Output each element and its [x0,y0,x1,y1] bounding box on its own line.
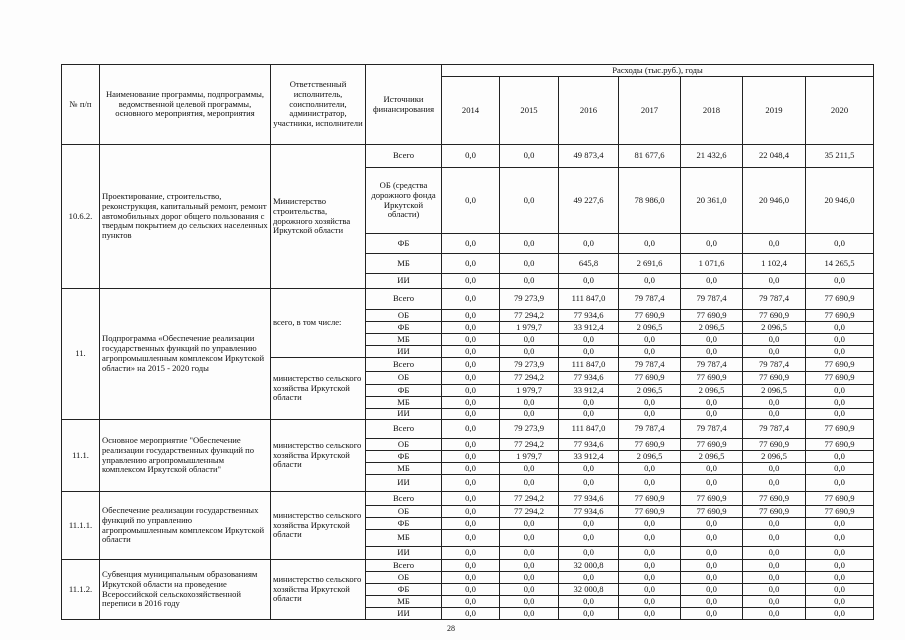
value-cell: 77 690,9 [806,492,874,506]
value-cell: 1 071,6 [681,254,743,274]
value-cell: 0,0 [681,530,743,547]
source-cell: МБ [366,530,442,547]
value-cell: 0,0 [500,547,559,560]
value-cell: 0,0 [559,463,619,475]
value-cell: 0,0 [743,560,806,572]
value-cell: 0,0 [681,397,743,409]
value-cell: 77 690,9 [681,492,743,506]
row-code: 11.1.1. [62,492,100,560]
value-cell: 2 096,5 [619,451,681,463]
value-cell: 77 690,9 [806,506,874,518]
source-cell: ИИ [366,475,442,492]
value-cell: 0,0 [619,346,681,358]
value-cell: 0,0 [743,530,806,547]
value-cell: 0,0 [442,397,500,409]
table-row [62,420,874,439]
value-cell: 0,0 [806,530,874,547]
value-cell: 77 690,9 [619,372,681,385]
value-cell: 35 211,5 [806,145,874,168]
value-cell: 79 787,4 [619,289,681,310]
value-cell: 0,0 [442,254,500,274]
value-cell: 0,0 [806,596,874,608]
value-cell: 77 934,6 [559,372,619,385]
value-cell: 79 787,4 [681,420,743,439]
value-cell: 0,0 [442,274,500,289]
source-cell: Всего [366,145,442,168]
source-cell: Всего [366,358,442,372]
value-cell: 77 294,2 [500,492,559,506]
value-cell: 33 912,4 [559,385,619,397]
value-cell: 0,0 [681,584,743,596]
value-cell: 77 690,9 [619,310,681,322]
value-cell: 0,0 [500,397,559,409]
value-cell: 79 787,4 [619,420,681,439]
header-year: 2016 [559,77,619,145]
value-cell: 0,0 [743,518,806,530]
value-cell: 0,0 [500,409,559,420]
value-cell: 0,0 [559,475,619,492]
value-cell: 111 847,0 [559,358,619,372]
value-cell: 1 979,7 [500,322,559,334]
value-cell: 77 934,6 [559,310,619,322]
value-cell: 0,0 [442,439,500,451]
value-cell: 0,0 [619,584,681,596]
row-code: 11.1.2. [62,560,100,620]
value-cell: 0,0 [442,475,500,492]
value-cell: 0,0 [442,420,500,439]
value-cell: 20 946,0 [806,168,874,234]
header-name: Наименование программы, подпрограммы, ведомственной целевой программы, основного мероприятия, мероприятия [100,65,271,145]
value-cell: 77 690,9 [806,310,874,322]
value-cell: 79 787,4 [681,289,743,310]
value-cell: 0,0 [806,547,874,560]
value-cell: 0,0 [681,547,743,560]
value-cell: 0,0 [681,560,743,572]
value-cell: 77 294,2 [500,372,559,385]
source-cell: ФБ [366,451,442,463]
value-cell: 77 690,9 [806,372,874,385]
header-year: 2018 [681,77,743,145]
value-cell: 77 690,9 [619,506,681,518]
value-cell: 0,0 [500,530,559,547]
value-cell: 0,0 [681,608,743,620]
value-cell: 0,0 [681,596,743,608]
value-cell: 0,0 [806,322,874,334]
value-cell: 33 912,4 [559,322,619,334]
source-cell: МБ [366,254,442,274]
source-cell: Всего [366,560,442,572]
value-cell: 0,0 [442,358,500,372]
value-cell: 0,0 [500,234,559,254]
value-cell: 0,0 [442,409,500,420]
value-cell: 2 691,6 [619,254,681,274]
value-cell: 0,0 [806,584,874,596]
financing-table [61,64,874,620]
header-year: 2017 [619,77,681,145]
value-cell: 0,0 [681,234,743,254]
value-cell: 0,0 [500,334,559,346]
value-cell: 1 979,7 [500,451,559,463]
value-cell: 22 048,4 [743,145,806,168]
header-year: 2019 [743,77,806,145]
value-cell: 0,0 [743,584,806,596]
value-cell: 0,0 [743,409,806,420]
source-cell: МБ [366,463,442,475]
value-cell: 0,0 [500,463,559,475]
source-cell: МБ [366,397,442,409]
value-cell: 0,0 [806,274,874,289]
value-cell: 0,0 [806,234,874,254]
value-cell: 0,0 [806,463,874,475]
value-cell: 0,0 [442,608,500,620]
source-cell: ФБ [366,322,442,334]
executor-cell: Министерство строительства, дорожного хозяйства Иркутской области [271,145,366,289]
source-cell: ОБ [366,439,442,451]
program-name: Субвенция муниципальным образованиям Иркутской области на проведение Всероссийской сельскохозяйственной переписи в 2016 году [100,560,271,620]
value-cell: 0,0 [442,346,500,358]
value-cell: 0,0 [442,547,500,560]
value-cell: 0,0 [500,560,559,572]
header-year: 2015 [500,77,559,145]
value-cell: 77 690,9 [681,506,743,518]
value-cell: 0,0 [806,560,874,572]
value-cell: 79 787,4 [681,358,743,372]
table-row [62,560,874,572]
value-cell: 0,0 [442,322,500,334]
value-cell: 2 096,5 [681,451,743,463]
value-cell: 77 690,9 [681,372,743,385]
value-cell: 0,0 [442,463,500,475]
header-executor: Ответственный исполнитель, соисполнители, администратор, участники, исполнители [271,65,366,145]
value-cell: 77 690,9 [806,420,874,439]
value-cell: 49 873,4 [559,145,619,168]
source-cell: ФБ [366,584,442,596]
value-cell: 0,0 [442,492,500,506]
value-cell: 77 934,6 [559,492,619,506]
value-cell: 0,0 [500,608,559,620]
value-cell: 77 294,2 [500,310,559,322]
value-cell: 0,0 [806,385,874,397]
value-cell: 77 690,9 [619,439,681,451]
value-cell: 0,0 [619,530,681,547]
table-body [62,145,874,620]
value-cell: 0,0 [500,346,559,358]
header-num: № п/п [62,65,100,145]
value-cell: 0,0 [806,334,874,346]
value-cell: 0,0 [743,397,806,409]
header-expenses: Расходы (тыс.руб.), годы [442,65,874,77]
executor-cell: министерство сельского хозяйства Иркутской области [271,492,366,560]
value-cell: 0,0 [806,518,874,530]
value-cell: 20 361,0 [681,168,743,234]
value-cell: 0,0 [500,518,559,530]
program-name: Обеспечение реализации государственных функций по управлению агропромышленным комплексом Иркутской области [100,492,271,560]
value-cell: 0,0 [619,334,681,346]
value-cell: 0,0 [442,560,500,572]
program-name: Основное мероприятие "Обеспечение реализации государственных функций по управлению агропромышленным комплексом Иркутской области" [100,420,271,492]
value-cell: 79 273,9 [500,358,559,372]
value-cell: 0,0 [681,475,743,492]
value-cell: 0,0 [681,518,743,530]
source-cell: ИИ [366,274,442,289]
value-cell: 77 294,2 [500,506,559,518]
value-cell: 0,0 [559,596,619,608]
source-cell: ОБ [366,572,442,584]
value-cell: 77 690,9 [806,439,874,451]
header-year: 2014 [442,77,500,145]
value-cell: 0,0 [559,572,619,584]
value-cell: 0,0 [500,584,559,596]
source-cell: ФБ [366,385,442,397]
value-cell: 645,8 [559,254,619,274]
value-cell: 0,0 [681,346,743,358]
value-cell: 0,0 [500,168,559,234]
source-cell: МБ [366,596,442,608]
source-cell: ОБ (средства дорожного фонда Иркутской области) [366,168,442,234]
value-cell: 0,0 [806,397,874,409]
program-name: Подпрограмма «Обеспечение реализации государственных функций по управлению агропромышленным комплексом Иркутской области» на 2015 - 2020 годы [100,289,271,420]
value-cell: 0,0 [806,572,874,584]
value-cell: 0,0 [743,475,806,492]
value-cell: 111 847,0 [559,289,619,310]
header-year: 2020 [806,77,874,145]
value-cell: 0,0 [500,254,559,274]
value-cell: 0,0 [619,409,681,420]
value-cell: 0,0 [743,234,806,254]
value-cell: 79 787,4 [743,420,806,439]
source-cell: Всего [366,492,442,506]
value-cell: 32 000,8 [559,560,619,572]
value-cell: 33 912,4 [559,451,619,463]
value-cell: 0,0 [442,506,500,518]
value-cell: 0,0 [442,572,500,584]
row-code: 11.1. [62,420,100,492]
source-cell: ИИ [366,346,442,358]
executor-cell: министерство сельского хозяйства Иркутской области [271,560,366,620]
value-cell: 0,0 [559,397,619,409]
value-cell: 0,0 [442,451,500,463]
value-cell: 0,0 [559,274,619,289]
value-cell: 0,0 [559,518,619,530]
value-cell: 0,0 [442,530,500,547]
executor-cell: министерство сельского хозяйства Иркутской области [271,358,366,420]
value-cell: 77 690,9 [619,492,681,506]
value-cell: 49 227,6 [559,168,619,234]
value-cell: 77 934,6 [559,506,619,518]
row-code: 10.6.2. [62,145,100,289]
value-cell: 0,0 [681,463,743,475]
value-cell: 0,0 [442,372,500,385]
value-cell: 0,0 [442,385,500,397]
value-cell: 2 096,5 [743,451,806,463]
value-cell: 79 273,9 [500,289,559,310]
source-cell: Всего [366,420,442,439]
value-cell: 0,0 [806,451,874,463]
row-code: 11. [62,289,100,420]
value-cell: 2 096,5 [681,385,743,397]
value-cell: 0,0 [619,518,681,530]
value-cell: 0,0 [500,274,559,289]
value-cell: 2 096,5 [681,322,743,334]
source-cell: ОБ [366,310,442,322]
value-cell: 0,0 [500,596,559,608]
value-cell: 0,0 [743,463,806,475]
value-cell: 0,0 [442,334,500,346]
value-cell: 21 432,6 [681,145,743,168]
source-cell: Всего [366,289,442,310]
value-cell: 0,0 [743,596,806,608]
value-cell: 77 690,9 [743,492,806,506]
value-cell: 0,0 [559,547,619,560]
value-cell: 0,0 [500,145,559,168]
executor-cell: министерство сельского хозяйства Иркутской области [271,420,366,492]
value-cell: 0,0 [681,409,743,420]
value-cell: 0,0 [559,608,619,620]
value-cell: 77 690,9 [806,289,874,310]
table-row [62,289,874,310]
value-cell: 77 690,9 [743,439,806,451]
value-cell: 0,0 [681,274,743,289]
value-cell: 0,0 [743,334,806,346]
value-cell: 1 102,4 [743,254,806,274]
source-cell: ОБ [366,372,442,385]
value-cell: 0,0 [500,572,559,584]
program-name: Проектирование, строительство, реконструкция, капитальный ремонт, ремонт автомобильных дорог общего пользования с твердым покрытием до сельских населенных пунктов [100,145,271,289]
value-cell: 2 096,5 [619,385,681,397]
value-cell: 77 294,2 [500,439,559,451]
source-cell: ИИ [366,547,442,560]
executor-cell: всего, в том числе: [271,289,366,358]
value-cell: 0,0 [619,397,681,409]
value-cell: 2 096,5 [619,322,681,334]
header-source: Источники финансирования [366,65,442,145]
value-cell: 0,0 [681,334,743,346]
value-cell: 0,0 [619,608,681,620]
value-cell: 32 000,8 [559,584,619,596]
value-cell: 77 934,6 [559,439,619,451]
value-cell: 0,0 [743,274,806,289]
value-cell: 0,0 [559,234,619,254]
value-cell: 0,0 [743,346,806,358]
source-cell: ИИ [366,608,442,620]
value-cell: 0,0 [619,274,681,289]
value-cell: 0,0 [806,608,874,620]
value-cell: 77 690,9 [743,372,806,385]
value-cell: 0,0 [559,530,619,547]
value-cell: 0,0 [619,547,681,560]
value-cell: 81 677,6 [619,145,681,168]
value-cell: 0,0 [442,234,500,254]
value-cell: 79 273,9 [500,420,559,439]
value-cell: 79 787,4 [743,289,806,310]
value-cell: 0,0 [442,584,500,596]
value-cell: 0,0 [619,572,681,584]
value-cell: 0,0 [442,289,500,310]
value-cell: 77 690,9 [743,506,806,518]
value-cell: 0,0 [619,475,681,492]
value-cell: 77 690,9 [681,439,743,451]
value-cell: 0,0 [619,560,681,572]
value-cell: 2 096,5 [743,322,806,334]
value-cell: 0,0 [442,145,500,168]
source-cell: ФБ [366,518,442,530]
value-cell: 0,0 [743,572,806,584]
value-cell: 0,0 [442,168,500,234]
value-cell: 0,0 [681,572,743,584]
value-cell: 0,0 [500,475,559,492]
value-cell: 0,0 [806,475,874,492]
source-cell: ИИ [366,409,442,420]
value-cell: 0,0 [743,608,806,620]
value-cell: 77 690,9 [806,358,874,372]
value-cell: 79 787,4 [743,358,806,372]
value-cell: 0,0 [619,596,681,608]
value-cell: 0,0 [806,346,874,358]
value-cell: 0,0 [743,547,806,560]
value-cell: 1 979,7 [500,385,559,397]
value-cell: 0,0 [806,409,874,420]
value-cell: 77 690,9 [743,310,806,322]
value-cell: 2 096,5 [743,385,806,397]
value-cell: 0,0 [442,596,500,608]
value-cell: 20 946,0 [743,168,806,234]
source-cell: ОБ [366,506,442,518]
value-cell: 111 847,0 [559,420,619,439]
value-cell: 0,0 [442,518,500,530]
table-row [62,145,874,168]
value-cell: 0,0 [619,234,681,254]
value-cell: 77 690,9 [681,310,743,322]
value-cell: 78 986,0 [619,168,681,234]
value-cell: 0,0 [559,346,619,358]
value-cell: 14 265,5 [806,254,874,274]
value-cell: 0,0 [559,409,619,420]
table-row [62,492,874,506]
value-cell: 0,0 [619,463,681,475]
value-cell: 79 787,4 [619,358,681,372]
page-number: 28 [447,624,455,633]
value-cell: 0,0 [559,334,619,346]
value-cell: 0,0 [442,310,500,322]
source-cell: ФБ [366,234,442,254]
source-cell: МБ [366,334,442,346]
